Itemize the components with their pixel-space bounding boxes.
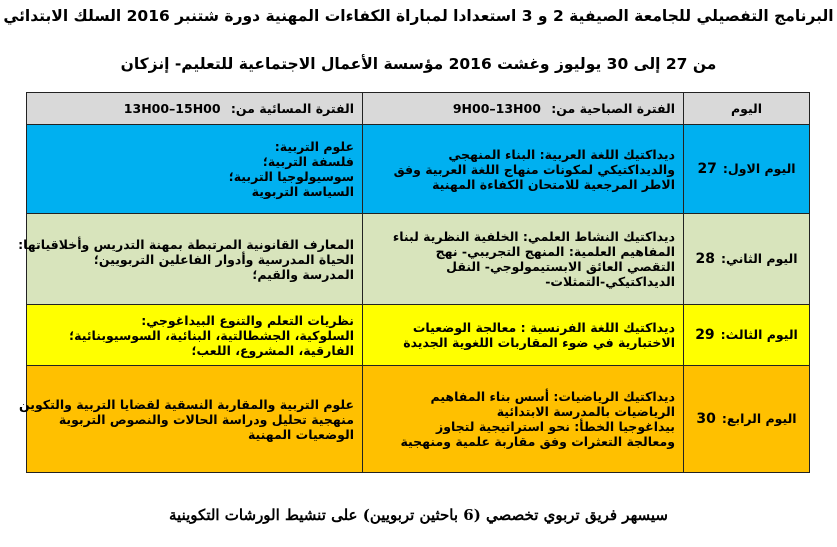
- program-title-line-2: من 27 إلى 30 يوليوز وغشت 2016 مؤسسة الأعمال الاجتماعية للتعليم- إنزكان: [120, 55, 717, 73]
- morning-line: ديداكتيك النشاط العلمي: الخلفية النظرية لبناء: [392, 229, 675, 244]
- evening-line: السياسة التربوية: [251, 184, 354, 199]
- evening-line: المدرسة والقيم؛: [252, 266, 354, 282]
- morning-line: التقصي العائق الابستيمولوجي- النقل: [446, 259, 675, 274]
- evening-line: علوم التربية والمقاربة النسقية لقضايا التربية والتكوين: [19, 396, 354, 412]
- morning-line: الرياضيات بالمدرسة الابتدائية: [496, 404, 675, 419]
- day-label: اليوم الرابع:: [721, 411, 797, 426]
- header-evening: [27, 93, 363, 125]
- header-evening-time: 13H00–15H00: [123, 101, 221, 116]
- table-row: [27, 214, 810, 305]
- evening-line: نظريات التعلم والتنوع البيداغوجي:: [141, 312, 354, 328]
- header-day: اليوم: [684, 93, 810, 125]
- morning-cell: [363, 305, 684, 366]
- day-number: 28: [695, 251, 715, 267]
- evening-cell: [18, 214, 363, 305]
- morning-line: والديداكتيكي لمكونات منهاج اللغة العربية وفق: [393, 161, 675, 177]
- morning-line: الاطر المرجعية للامتحان الكفاءة المهنية: [432, 176, 675, 192]
- evening-line: الوضعيات المهنية: [247, 426, 354, 442]
- table-row: [27, 305, 810, 366]
- evening-cell: [27, 125, 363, 214]
- day-number: 27: [697, 161, 717, 177]
- day-label: اليوم الثاني:: [720, 251, 798, 266]
- morning-line: الديداكتيكي-التمثلات-: [545, 274, 675, 289]
- header-morning: [363, 93, 684, 125]
- morning-cell: [363, 125, 684, 214]
- header-evening-label: الفترة المسائية من:: [230, 101, 354, 116]
- table-row: [27, 366, 810, 473]
- evening-line: منهجية تحليل ودراسة الحالات والنصوص التربوية: [58, 411, 354, 427]
- morning-cell: [363, 214, 684, 305]
- day-number: 29: [695, 327, 715, 343]
- evening-line: الفارقية، المشروع، اللعب؛: [191, 342, 354, 358]
- day-label: اليوم الثالث:: [720, 327, 798, 342]
- header-morning-label: الفترة الصباحية من:: [551, 101, 675, 116]
- header-row: [27, 93, 810, 125]
- header-morning-time: 9H00–13H00: [452, 101, 541, 116]
- evening-line: سوسيولوجيا التربية؛: [228, 169, 354, 184]
- day-cell: [684, 125, 810, 214]
- day-cell: [684, 214, 810, 305]
- day-cell: [684, 305, 810, 366]
- footer-note: سيسهر فريق تربوي تخصصي (6 باحثين تربويين) على تنشيط الورشات التكوينية: [169, 506, 668, 524]
- evening-line: فلسفة التربية؛: [262, 154, 354, 169]
- evening-cell: [27, 305, 363, 366]
- morning-line: ديداكتيك الرياضيات: أسس بناء المفاهيم: [430, 389, 675, 404]
- evening-line: السلوكية، الجشطالتية، البنائية، السوسيوبنائية؛: [69, 327, 354, 343]
- morning-line: الاختبارية في ضوء المقاربات اللغوية الجديدة: [403, 335, 675, 350]
- day-label: اليوم الاول:: [722, 161, 796, 176]
- evening-line: الحياة المدرسية وأدوار الفاعلين التربويين؛: [93, 251, 354, 267]
- table-row: [27, 125, 810, 214]
- evening-line: علوم التربية:: [274, 139, 354, 154]
- morning-line: ومعالجة التعثرات وفق مقاربة علمية ومنهجية: [400, 434, 675, 449]
- day-cell: [684, 366, 810, 473]
- morning-line: بيداغوجيا الخطأ: نحو استراتيجية لتجاوز: [436, 419, 675, 434]
- morning-line: ديداكتيك اللغة العربية: البناء المنهجي: [448, 146, 675, 162]
- evening-line: المعارف القانونية المرتبطة بمهنة التدريس وأخلاقياتها:: [18, 236, 354, 252]
- morning-cell: [363, 366, 684, 473]
- program-title-line-1: البرنامج التفصيلي للجامعة الصيفية 2 و 3 استعدادا لمباراة الكفاءات المهنية دورة شتنبر 2016 السلك الابتدائي: [3, 7, 834, 25]
- morning-line: ديداكتيك اللغة الفرنسية : معالجة الوضعيات: [412, 320, 675, 335]
- morning-line: المفاهيم العلمية: المنهج التجريبي- نهج: [435, 244, 675, 259]
- schedule-table: [18, 92, 810, 473]
- day-number: 30: [696, 411, 716, 427]
- evening-cell: [19, 366, 363, 473]
